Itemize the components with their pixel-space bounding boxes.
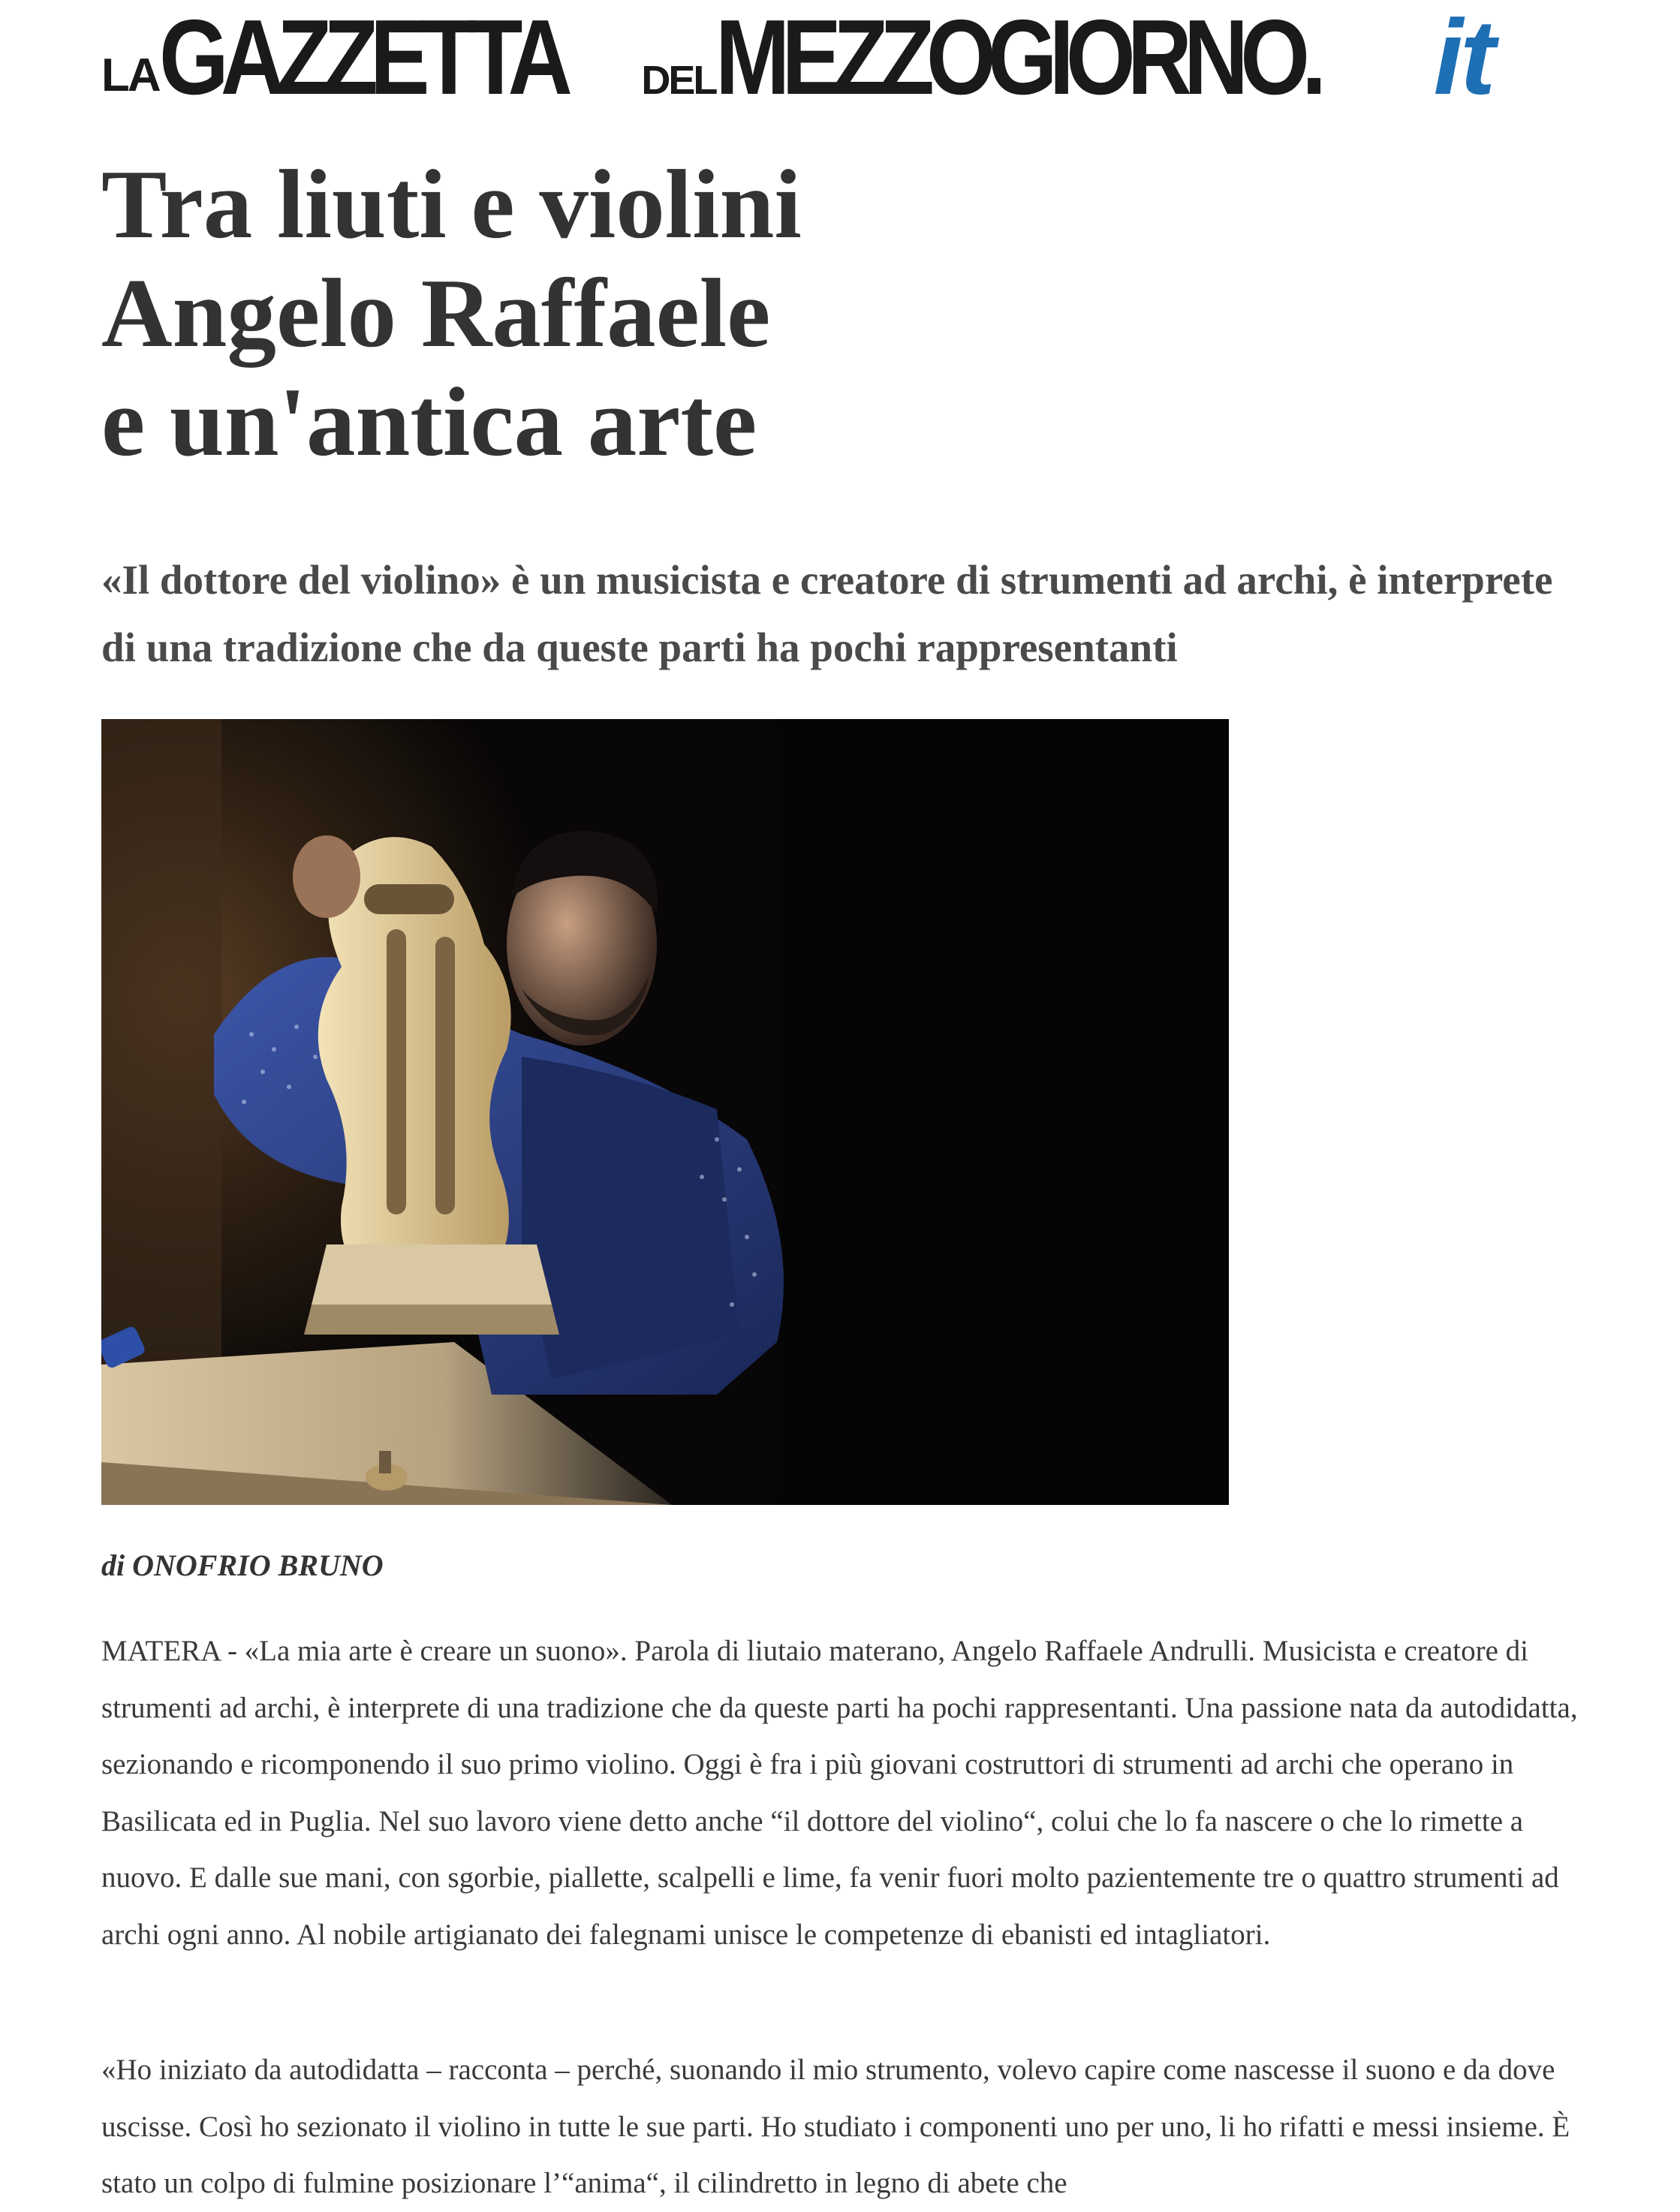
article-subtitle: «Il dottore del violino» è un musicista e creatore di strumenti ad archi, è interprete di una tradizione che da queste parti ha pochi rappresentanti — [101, 557, 1553, 670]
logo-del: DEL — [641, 58, 716, 103]
article-photo — [101, 719, 1229, 1505]
logo-gazzetta: GAZZETTA — [158, 0, 565, 117]
logo-la: LA — [101, 50, 159, 101]
article-paragraph: «Ho iniziato da autodidatta – racconta – perché, suonando il mio strumento, volevo capire come nascesse il suono e da dove uscisse. Così ho sezionato il violino in tutte le sue parti. Ho studiato i componenti uno per uno, li ho rifatti e messi insieme. È stato un colpo di fulmine posizionare l’“anima“, il cilindretto in legno di abete che — [101, 2054, 1570, 2199]
logo-mezzogiorno: MEZZOGIORNO. — [715, 0, 1319, 117]
article-paragraph: MATERA - «La mia arte è creare un suono». Parola di liutaio materano, Angelo Raffaele Andrulli. Musicista e creatore di strumenti ad archi, è interprete di una tradizione che da queste parti ha pochi rappresentanti. Una passione nata da autodidatta, sezionando e ricomponendo il suo primo violino. Oggi è fra i più giovani costruttori di strumenti ad archi che operano in Basilicata ed in Puglia. Nel suo lavoro viene detto anche “il dottore del violino“, colui che lo fa nascere o che lo rimette a nuovo. E dalle sue mani, con sgorbie, piallette, scalpelli e lime, fa venir fuori molto pazientemente tre o quattro strumenti ad archi ogni anno. Al nobile artigianato dei falegnami unisce le competenze di ebanisti ed intagliatori. — [101, 1635, 1578, 1951]
masthead-logo[interactable] — [101, 0, 1513, 125]
photo-icon — [101, 719, 1229, 1505]
title-line: Angelo Raffaele — [101, 259, 771, 368]
logo-it: it — [1433, 0, 1493, 117]
title-line: Tra liuti e violini — [101, 150, 802, 259]
article-byline: di ONOFRIO BRUNO — [101, 1548, 384, 1582]
article-title — [101, 150, 1528, 477]
title-line: e un'antica arte — [101, 368, 757, 477]
